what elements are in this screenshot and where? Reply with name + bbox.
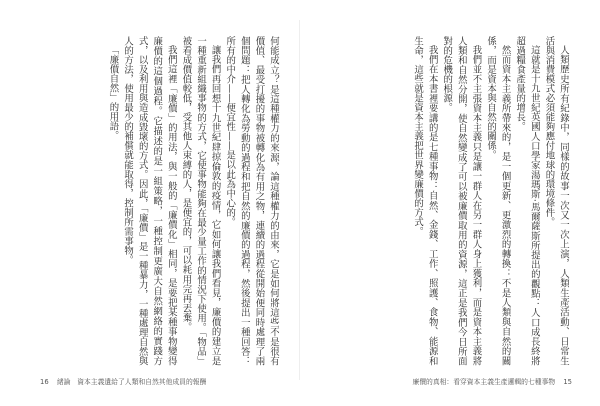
running-header-title: 緒論 資本主義遺給了人類和自然其他成員的報酬 xyxy=(56,378,207,386)
left-running-footer xyxy=(34,376,206,386)
page-number: 15 xyxy=(563,378,572,386)
right-running-footer xyxy=(412,376,578,386)
body-paragraph: 何能成立？是這種權力的來源，論這種權力的由來，它是如何將這些不是很有價值、最受打擾的事物被轉化為有用之物，連續的過程從開始便同時處理了兩個問題：把人轉化為勞動的過程和把自然的廉價的過程，然後提出一種回答：所有的中介——便宜性——是以此為中心的。 xyxy=(224,36,279,366)
left-page-body xyxy=(34,36,280,366)
body-paragraph: 我們這裡「廉價」的用法，與一般的「廉價化」相同，是要把某種事物變得廉價的這個過程。它描述的是一組策略，一種控制更廣大自然網絡的實踐方式，以及利用與造成毀壞的方式。因此，「廉價」是一種暴力，一種處理自然與人的方法，使用最少的補償就能取得，控制所需事物。 xyxy=(122,36,177,366)
body-paragraph: 我們並不主張資本主義只是讓一群人在另一群人身上獲利，而是資本主義將人類和自然分開，使自然變成了可以被廉價取用的資源，這正是我們今日所面對的危機的根源。 xyxy=(441,36,482,366)
body-paragraph: 人類歷史所有紀錄中，同樣的故事一次又一次上演，人類生產活動、日常生活與消費模式必須能夠應付地球的環境條件。 xyxy=(543,36,569,366)
body-paragraph: 讓我們再回想十九世紀肆掠倫敦的疫情，它如何讓我們看見，廉價的建立是一種重新組織事物的方式，它使事物能夠在最少量工作的情況下使用。「物品」被看成價值較低，受其他人束縛的人，是便宜的，可以耗用完再丟棄。 xyxy=(180,36,221,366)
body-paragraph: 這就是十九世紀英國人口學家湯瑪斯·馬爾薩斯所提出的觀點：人口成長終將超過糧食產量的增長。 xyxy=(514,36,540,366)
running-header-title: 廉價的真相：看穿資本主義生產邏輯的七種事物 xyxy=(412,378,556,386)
body-paragraph: 然而資本主義所帶來的，是一個更新、更激烈的轉換：不是人類與自然的關係，而是資本與自然的關係。 xyxy=(485,36,511,366)
body-paragraph: 「廉價自然」的用語。 xyxy=(107,45,119,141)
body-paragraph: 我們在本書裡要講的是七種事物：自然、金錢、工作、照護、食物、能源和生命，這些就是資本主義把世界變廉價的方式。 xyxy=(412,36,438,366)
page-number: 16 xyxy=(40,378,49,386)
right-page-body xyxy=(322,36,570,366)
right-page xyxy=(300,0,600,406)
